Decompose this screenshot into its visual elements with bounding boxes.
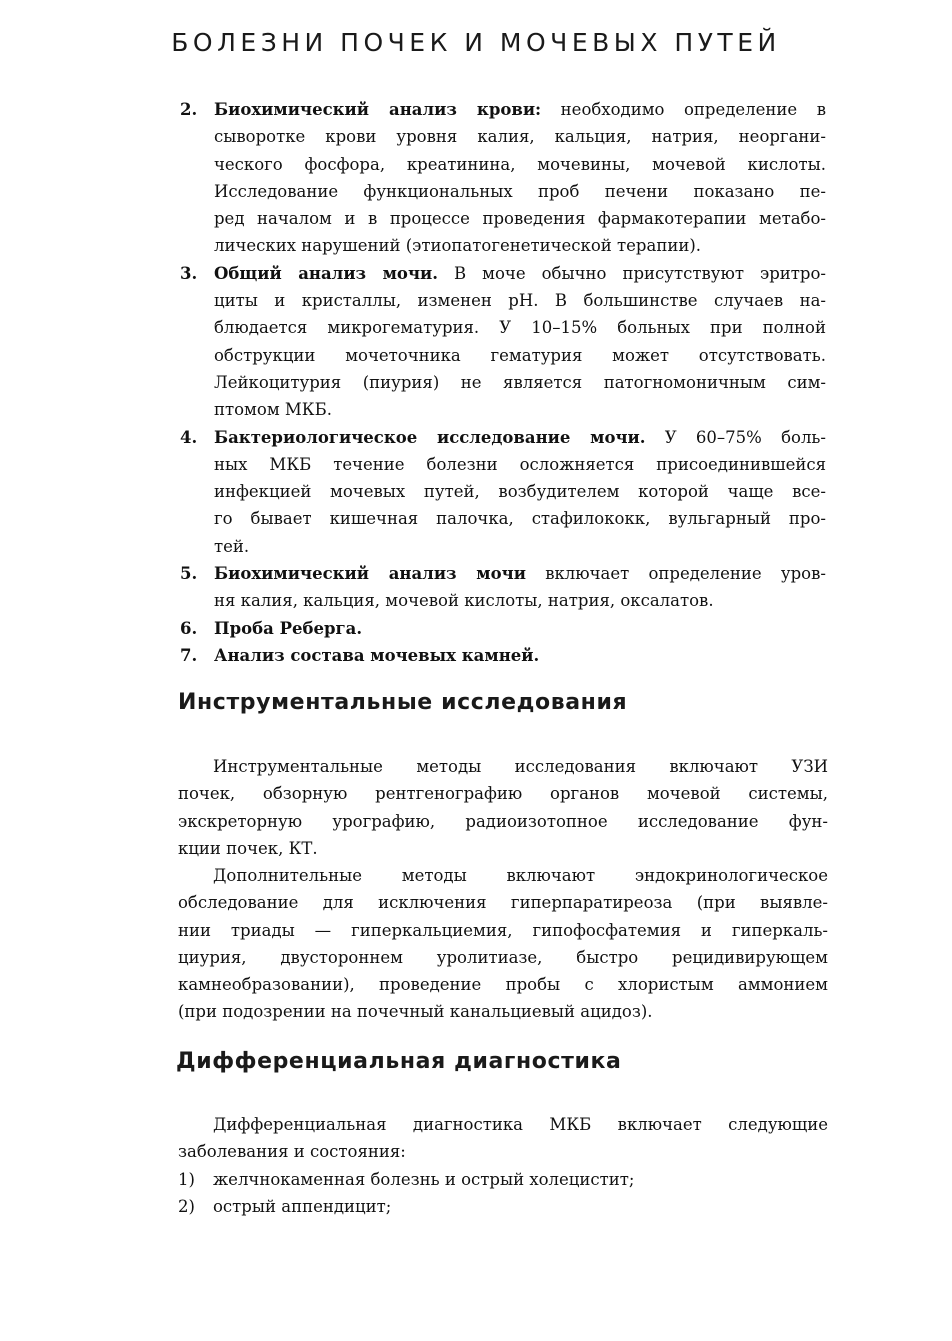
item-text: включает определение уров- — [525, 564, 826, 584]
paragraph-line: Дополнительные методы включают эндокринологическое — [213, 866, 828, 885]
section-heading-differential: Дифференциальная диагностика — [176, 1049, 622, 1074]
item-text: тей. — [214, 536, 250, 556]
item-first-line — [214, 615, 826, 642]
item-title: Биохимический анализ крови: — [214, 100, 542, 119]
item-text: го бывает кишечная палочка, стафилококк, вульгарный про- — [214, 509, 826, 529]
item-text: ня калия, кальция, мочевой кислоты, натрия, оксалатов. — [214, 591, 714, 611]
item-text: блюдается микрогематурия. У 10–15% больных при полной — [214, 318, 826, 338]
running-title: БОЛЕЗНИ ПОЧЕК И МОЧЕВЫХ ПУТЕЙ — [171, 28, 781, 57]
instrumental-paragraph-2 — [178, 862, 828, 1026]
item-text: ных МКБ течение болезни осложняется присоединившейся — [214, 454, 826, 474]
item-text: Лейкоцитурия (пиурия) не является патогномоничным сим- — [214, 372, 826, 392]
section-heading-instrumental: Инструментальные исследования — [178, 690, 628, 715]
item-number: 2) — [178, 1197, 195, 1217]
item-text: В моче обычно присутствуют эритро- — [438, 263, 826, 283]
differential-list — [178, 1166, 828, 1221]
paragraph-line: экскреторную урографию, радиоизотопное исследование фун- — [178, 811, 828, 831]
paragraph-line: нии триады — гиперкальциемия, гипофосфатемия и гиперкаль- — [178, 920, 828, 940]
item-number: 1) — [178, 1170, 195, 1189]
list-item — [176, 642, 826, 669]
item-text: птомом МКБ. — [214, 400, 332, 420]
item-text: острый аппендицит; — [213, 1197, 392, 1217]
item-text: Исследование функциональных проб печени показано пе- — [214, 181, 826, 201]
item-text: ред началом и в процессе проведения фармакотерапии метабо- — [214, 209, 826, 229]
list-item — [176, 260, 826, 424]
paragraph-line: Инструментальные методы исследования включают УЗИ — [213, 757, 828, 776]
list-item — [178, 1193, 828, 1220]
differential-intro — [178, 1111, 828, 1166]
item-text: У 60–75% боль- — [645, 427, 826, 447]
list-item — [176, 560, 826, 615]
item-title: Анализ состава мочевых камней. — [214, 645, 540, 665]
item-number: 2. — [180, 100, 198, 119]
paragraph-line: заболевания и состояния: — [178, 1142, 406, 1162]
item-text: сыворотке крови уровня калия, кальция, натрия, неоргани- — [214, 127, 826, 147]
paragraph-line: (при подозрении на почечный канальциевый ацидоз). — [178, 1002, 653, 1022]
item-first-line — [214, 642, 826, 669]
item-first-line — [214, 260, 826, 287]
list-item — [178, 1166, 828, 1193]
paragraph-line: кции почек, КТ. — [178, 838, 318, 858]
item-title: Биохимический анализ мочи — [214, 564, 526, 584]
lab-investigations-list — [176, 96, 826, 669]
item-number: 5. — [180, 564, 198, 584]
item-number: 6. — [180, 618, 198, 638]
item-title: Общий анализ мочи. — [214, 263, 438, 283]
paragraph-line: циурия, двустороннем уролитиазе, быстро рецидивирующем — [178, 947, 828, 967]
item-title: Бактериологическое исследование мочи. — [214, 427, 646, 447]
paragraph-line: обследование для исключения гиперпаратиреоза (при выявле- — [178, 893, 828, 913]
list-item — [176, 96, 826, 260]
item-first-line — [214, 96, 826, 123]
item-text: ческого фосфора, креатинина, мочевины, мочевой кислоты. — [214, 154, 826, 174]
item-first-line — [214, 424, 826, 451]
instrumental-paragraph-1 — [178, 753, 828, 862]
item-first-line — [214, 560, 826, 587]
paragraph-line: камнеобразовании), проведение пробы с хлористым аммонием — [178, 975, 828, 995]
paragraph-line: почек, обзорную рентгенографию органов мочевой системы, — [178, 784, 828, 804]
item-text: циты и кристаллы, изменен рН. В большинстве случаев на- — [214, 291, 826, 311]
list-item — [176, 424, 826, 560]
paragraph-line: Дифференциальная диагностика МКБ включает следующие — [213, 1115, 828, 1134]
item-number: 7. — [180, 645, 198, 665]
item-number: 4. — [180, 427, 198, 447]
item-text: обструкции мочеточника гематурия может отсутствовать. — [214, 345, 826, 365]
item-text: лических нарушений (этиопатогенетической терапии). — [214, 236, 701, 256]
item-title: Проба Реберга. — [214, 618, 363, 638]
item-number: 3. — [180, 263, 198, 283]
list-item — [176, 615, 826, 642]
item-text: желчнокаменная болезнь и острый холецистит; — [213, 1170, 635, 1189]
item-text: инфекцией мочевых путей, возбудителем которой чаще все- — [214, 482, 826, 502]
item-text: необходимо определение в — [541, 100, 826, 119]
